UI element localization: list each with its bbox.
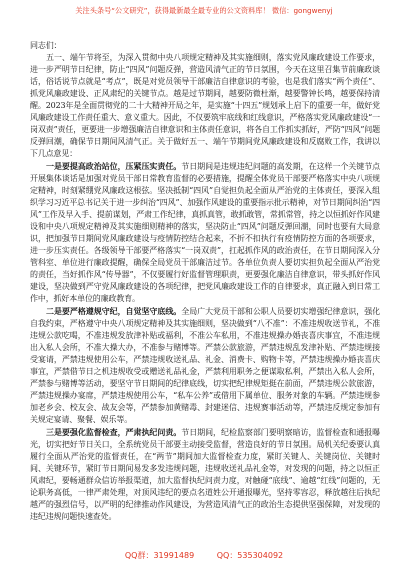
section-3	[30, 426, 380, 523]
section-1	[30, 160, 380, 305]
intro-paragraph: 五一、端午节将至，为深入贯彻中央八项规定精神及其实施细则，落实党风廉政建设工作要求，进一步严明节日纪律，防止“四风”问题反弹，营造风清气正的节日氛围，今天在这里召集节前廉政谈话，俗话说节点就是“考点”，既是对党员领导干部廉洁自律意识的考验，也是我们落实“两个责任”、抓党风廉政建设、正风肃纪的关键节点。越是过节期间，越要防微杜渐，越要警钟长鸣，越要保持清醒。2023年是全面贯彻党的二十大精神开局之年，是实施“十四五”规划承上启下的重要一年，做好党风廉政建设工作责任重大、意义重大。因此，不仅要筑牢底线和红线意识，严格落实党风廉政建设“一岗双责”责任，更要进一步增强廉洁自律意识和主体责任意识，将各自工作抓实抓好，严防“四风”问题反弹回潮，确保节日期间风清气正。关于做好五一、端午节期间党风廉政建设和反腐败工作，我讲以下几点意见：	[30, 53, 380, 158]
header-banner	[0, 6, 408, 16]
section-1-heading: 一是要提高政治站位，压紧压实责任。	[46, 161, 182, 171]
section-3-body: 节日期间，纪检监察部门要明察暗访，监督检查和通报曝光，切实把好节日关口，全系统党员干部要主动接受监督，营造良好的节日氛围。局机关纪委要认真履行全面从严治党的监督责任，在“两节”期间加大监督检查力度，紧盯关键人、关键岗位、关键时间、关键环节，紧盯节日期间易发多发违规问题，违规收送礼品礼金等，对发现的问题，持之以恒正风肃纪，要畅通群众信访举报渠道，加大监督执纪问责力度，对触碰“底线”、逾越“红线”问题的，无论职务高低，一律严肃处理，对顶风违纪的要点名道姓公开通报曝光，坚持零容忍，释放越往后执纪越严的强烈信号，以严明的纪律推动作风建设，为营造风清气正的政治生态提供坚强保障，对发现的违纪违规问题快速查处。	[30, 428, 380, 521]
section-2-heading: 二是要严格遵规守纪，自觉坚守底线。	[46, 306, 182, 316]
qq-number: QQ：535304092	[216, 551, 284, 560]
section-3-heading: 三是要强化监督检查，严肃执纪问责。	[46, 427, 182, 437]
footer-contact	[0, 551, 408, 561]
banner-line: 关注头条号“公文研究”，获得最新最全最专业的公文资料库！ 微信：gongwenyj	[75, 6, 333, 15]
greeting: 同志们：	[30, 41, 62, 50]
document-body	[30, 40, 380, 523]
section-1-body: 节日期间是违规违纪问题的高发期，在这样一个关键节点开展集体谈话是加强对党员干部日常教育监督的必要措施，提醒全体党员干部要严格落实中央八项规定精神，时刻紧绷党风廉政这根弦。坚决抵制“四风”自觉担负起全面从严治党的主体责任，要深入组织学习习近平总书记关于进一步纠治“四风”、加强作风建设的重要指示批示精神，对节日期间纠治“四风”工作及早入手、提前谋划，严肃工作纪律，真抓真管，敢抓敢管，常抓常管，持之以恒抓好作风建设和中央八项规定精神及其实施细则精神的落实，坚决防止“四风”问题反弹回潮，同时也要有大局意识，把加强节日期间党风廉政建设与疫情防控结合起来，不折不扣执行有疫情防控方面的各项要求，进一步压实责任。各级领导干部要严格落实“一岗双责”，扛起抓作风的政治责任，在节日期间深入分管科室、单位进行廉政提醒，确保全局党员干部廉洁过节。各单位负责人要切实担负起全面从严治党的责任，当好抓作风“传导器”，不仅要履行好监督管理职责，更要强化廉洁自律意识，带头抓好作风建设，坚决做到严守党风廉政建设的各项纪律，把党风廉政建设工作的自律要求，真正融入到日常工作中，抓好本单位的廉政教育。	[30, 162, 380, 303]
qq-group: QQ群：31991489	[124, 551, 195, 560]
section-2	[30, 305, 380, 426]
section-2-body: 全局广大党员干部和公职人员要切实增强纪律意识，强化自我约束，严格遵守中央八项规定精神及其实施细则，坚决做到“八不准”：不准违规收送节礼，不准违规公款吃喝，不准违规发放津补贴或福利，不准公车私用，不准违规操办婚丧喜庆事宜，不准违规出入私人会所，不准大操大办，不准参与赌博等。严禁公款旅游，严禁违规乱发津补贴、严禁违规接受宴请，严禁违规使用公车，严禁违规收送礼品、礼金、消费卡、购物卡等，严禁违规操办婚丧喜庆事宜，严禁借节日之机违规收受或赠送礼品礼金，严禁利用职务之便谋取私利，严禁出入私人会所，严禁参与赌博等活动，要坚守节日期间的纪律底线，切实把纪律规矩挺在前面，严禁违规公款旅游，严禁违规操办宴席，严禁违规使用公车，“私车公养”或借用下属单位、服务对象的车辆。严禁违规参加老乡会、校友会、战友会等，严禁参加黄赌毒、封建迷信、违规赛事活动等，严禁违反规定参加有关规定宴请、聚餐、娱乐等。	[30, 307, 380, 424]
